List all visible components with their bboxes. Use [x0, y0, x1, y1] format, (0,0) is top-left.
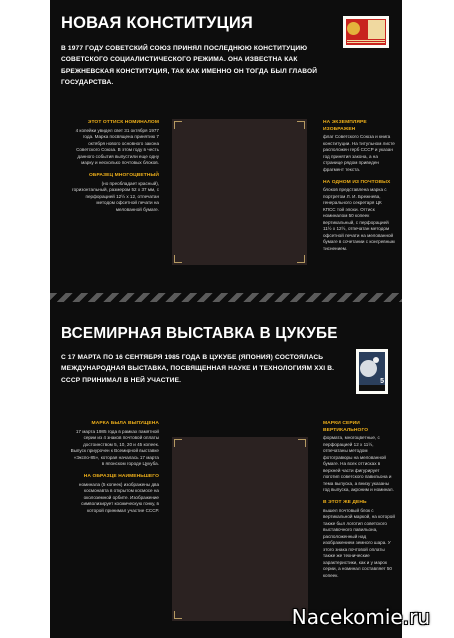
section2-right-column — [323, 421, 395, 586]
section1-lead: В 1977 ГОДУ СОВЕТСКИЙ СОЮЗ ПРИНЯЛ ПОСЛЕДНЮЮ КОНСТИТУЦИЮ СОВЕТСКОГО СОЦИАЛИСТИЧЕСКОГО РЕЖИМА. ОНА ИЗВЕСТНА КАК БРЕЖНЕВСКАЯ КОНСТИТУЦИЯ, ТАК КАК ИМЕННО ОН ТОГДА БЫЛ ГЛАВОЙ ГОСУДАРСТВА. — [61, 45, 318, 87]
section2-right-text-2: вышел почтовый блок с вертикальной маркой, на которой также был логотип советского выставочного павильона, расположенный над изображением земного шара. У этого знака почтовой оплаты также же технические характеристики, как и у марок серии, а номинал составляет 50 копеек. — [323, 507, 395, 578]
section1-right-heading-1: НА ЭКЗЕМПЛЯРЕ ИЗОБРАЖЕН — [323, 120, 367, 132]
section1-right-text-2: блоков представлена марка с портретом Л. И. Брежнева, генерального секретаря ЦК КПСС той эпохи. Оттиск номиналом 50 копеек вертикальный, с перфорацией 11½ х 12½, отпечатан методом офсетной печати на мелованной бумаге в сочетании с конгревным тиснением. — [323, 187, 395, 251]
stamp-value: 5 — [380, 378, 384, 385]
section2-left-heading-1: МАРКА БЫЛА ВЫПУЩЕНА — [91, 421, 159, 426]
stamp-mount-frame-2 — [172, 437, 308, 621]
section1-right-heading-2: НА ОДНОМ ИЗ ПОЧТОВЫХ — [323, 179, 391, 185]
section2-left-column — [70, 421, 159, 521]
section1-left-text-2: (но преобладает красный), горизонтальный, размером 52 х 37 мм, с перфорацией 12½ х 12, отпечатан методом офсетной печати на мелованной бумаге. — [72, 180, 159, 212]
section1-left-heading-1: ЭТОТ ОТТИСК НОМИНАЛОМ — [87, 120, 159, 125]
section1-right-column — [323, 120, 395, 259]
section2-right-heading-1: МАРКИ СЕРИИ ВЕРТИКАЛЬНОГО — [323, 421, 369, 433]
watermark: Nacekomie.ru — [291, 605, 430, 629]
section1-left-text-1: 4 копейки увидел свет 31 октября 1977 года. Марка посвящена принятию 7 октября нового основного закона Советского Союза. В этом году в честь данного события выпустили еще одну марку и несколько почтовых блоков. — [75, 127, 159, 165]
section2-right-heading-2: В ЭТОТ ЖЕ ДЕНЬ — [323, 500, 367, 505]
binder-hole-1 — [425, 225, 436, 236]
stamp-mount-frame-1 — [172, 119, 307, 265]
section2-lead: С 17 МАРТА ПО 16 СЕНТЯБРЯ 1985 ГОДА В ЦУКУБЕ (ЯПОНИЯ) СОСТОЯЛАСЬ МЕЖДУНАРОДНАЯ ВЫСТАВКА, ПОСВЯЩЕННАЯ НАУКЕ И ТЕХНОЛОГИЯМ XXI В. СССР ПРИНИМАЛ В НЕЙ УЧАСТИЕ. — [61, 354, 335, 384]
section2-left-heading-2: НА ОБРАЗЦЕ НАИМЕНЬШЕГО — [83, 474, 159, 479]
section1-right-text-1: флаг Советского Союза и книга конституции. На титульном листе расположен герб СССР и указан год принятия закона, а на странице рядом приведен фрагмент текста. — [323, 134, 395, 172]
section1-left-column — [70, 120, 159, 220]
cosmonaut-icon — [373, 357, 379, 363]
constitution-stamp — [343, 16, 389, 48]
section2-title: ВСЕМИРНАЯ ВЫСТАВКА В ЦУКУБЕ — [61, 325, 338, 342]
section2-left-text-1: 17 марта 1985 года в рамках памятной серии из 4 знаков почтовой оплаты достоинством 5, 10, 20 и 45 копеек. Выпуск приурочен к Всемирной выставке «Экспо-85», которая началась 17 марта в японском городе Цукуба. — [70, 428, 159, 466]
album-sheet — [50, 0, 402, 638]
section2-right-text-1: формата, многоцветные, с перфорацией 12 х 11½, отпечатаны методом фотогравюры на мелованной бумаге. На всех оттисках в верхней части фигурирует логотип советского павильона и тема выпуска, а внизу указаны год выпуска, акроним и номинал. — [323, 435, 394, 492]
expo-stamp — [356, 349, 388, 394]
section1-left-heading-2: ОБРАЗЕЦ МНОГОЦВЕТНЫЙ — [88, 173, 159, 178]
book-icon — [368, 20, 385, 39]
emblem-icon — [347, 22, 360, 35]
binder-hole-2 — [425, 418, 436, 429]
section1-title: НОВАЯ КОНСТИТУЦИЯ — [61, 14, 253, 32]
hazard-divider — [50, 293, 402, 302]
section2-left-text-2: номинала (5 копеек) изображены два космонавта в открытом космосе на околоземной орбите. Изображение символизирует космическую гонку, в которой принимал участие СССР. — [78, 481, 159, 513]
